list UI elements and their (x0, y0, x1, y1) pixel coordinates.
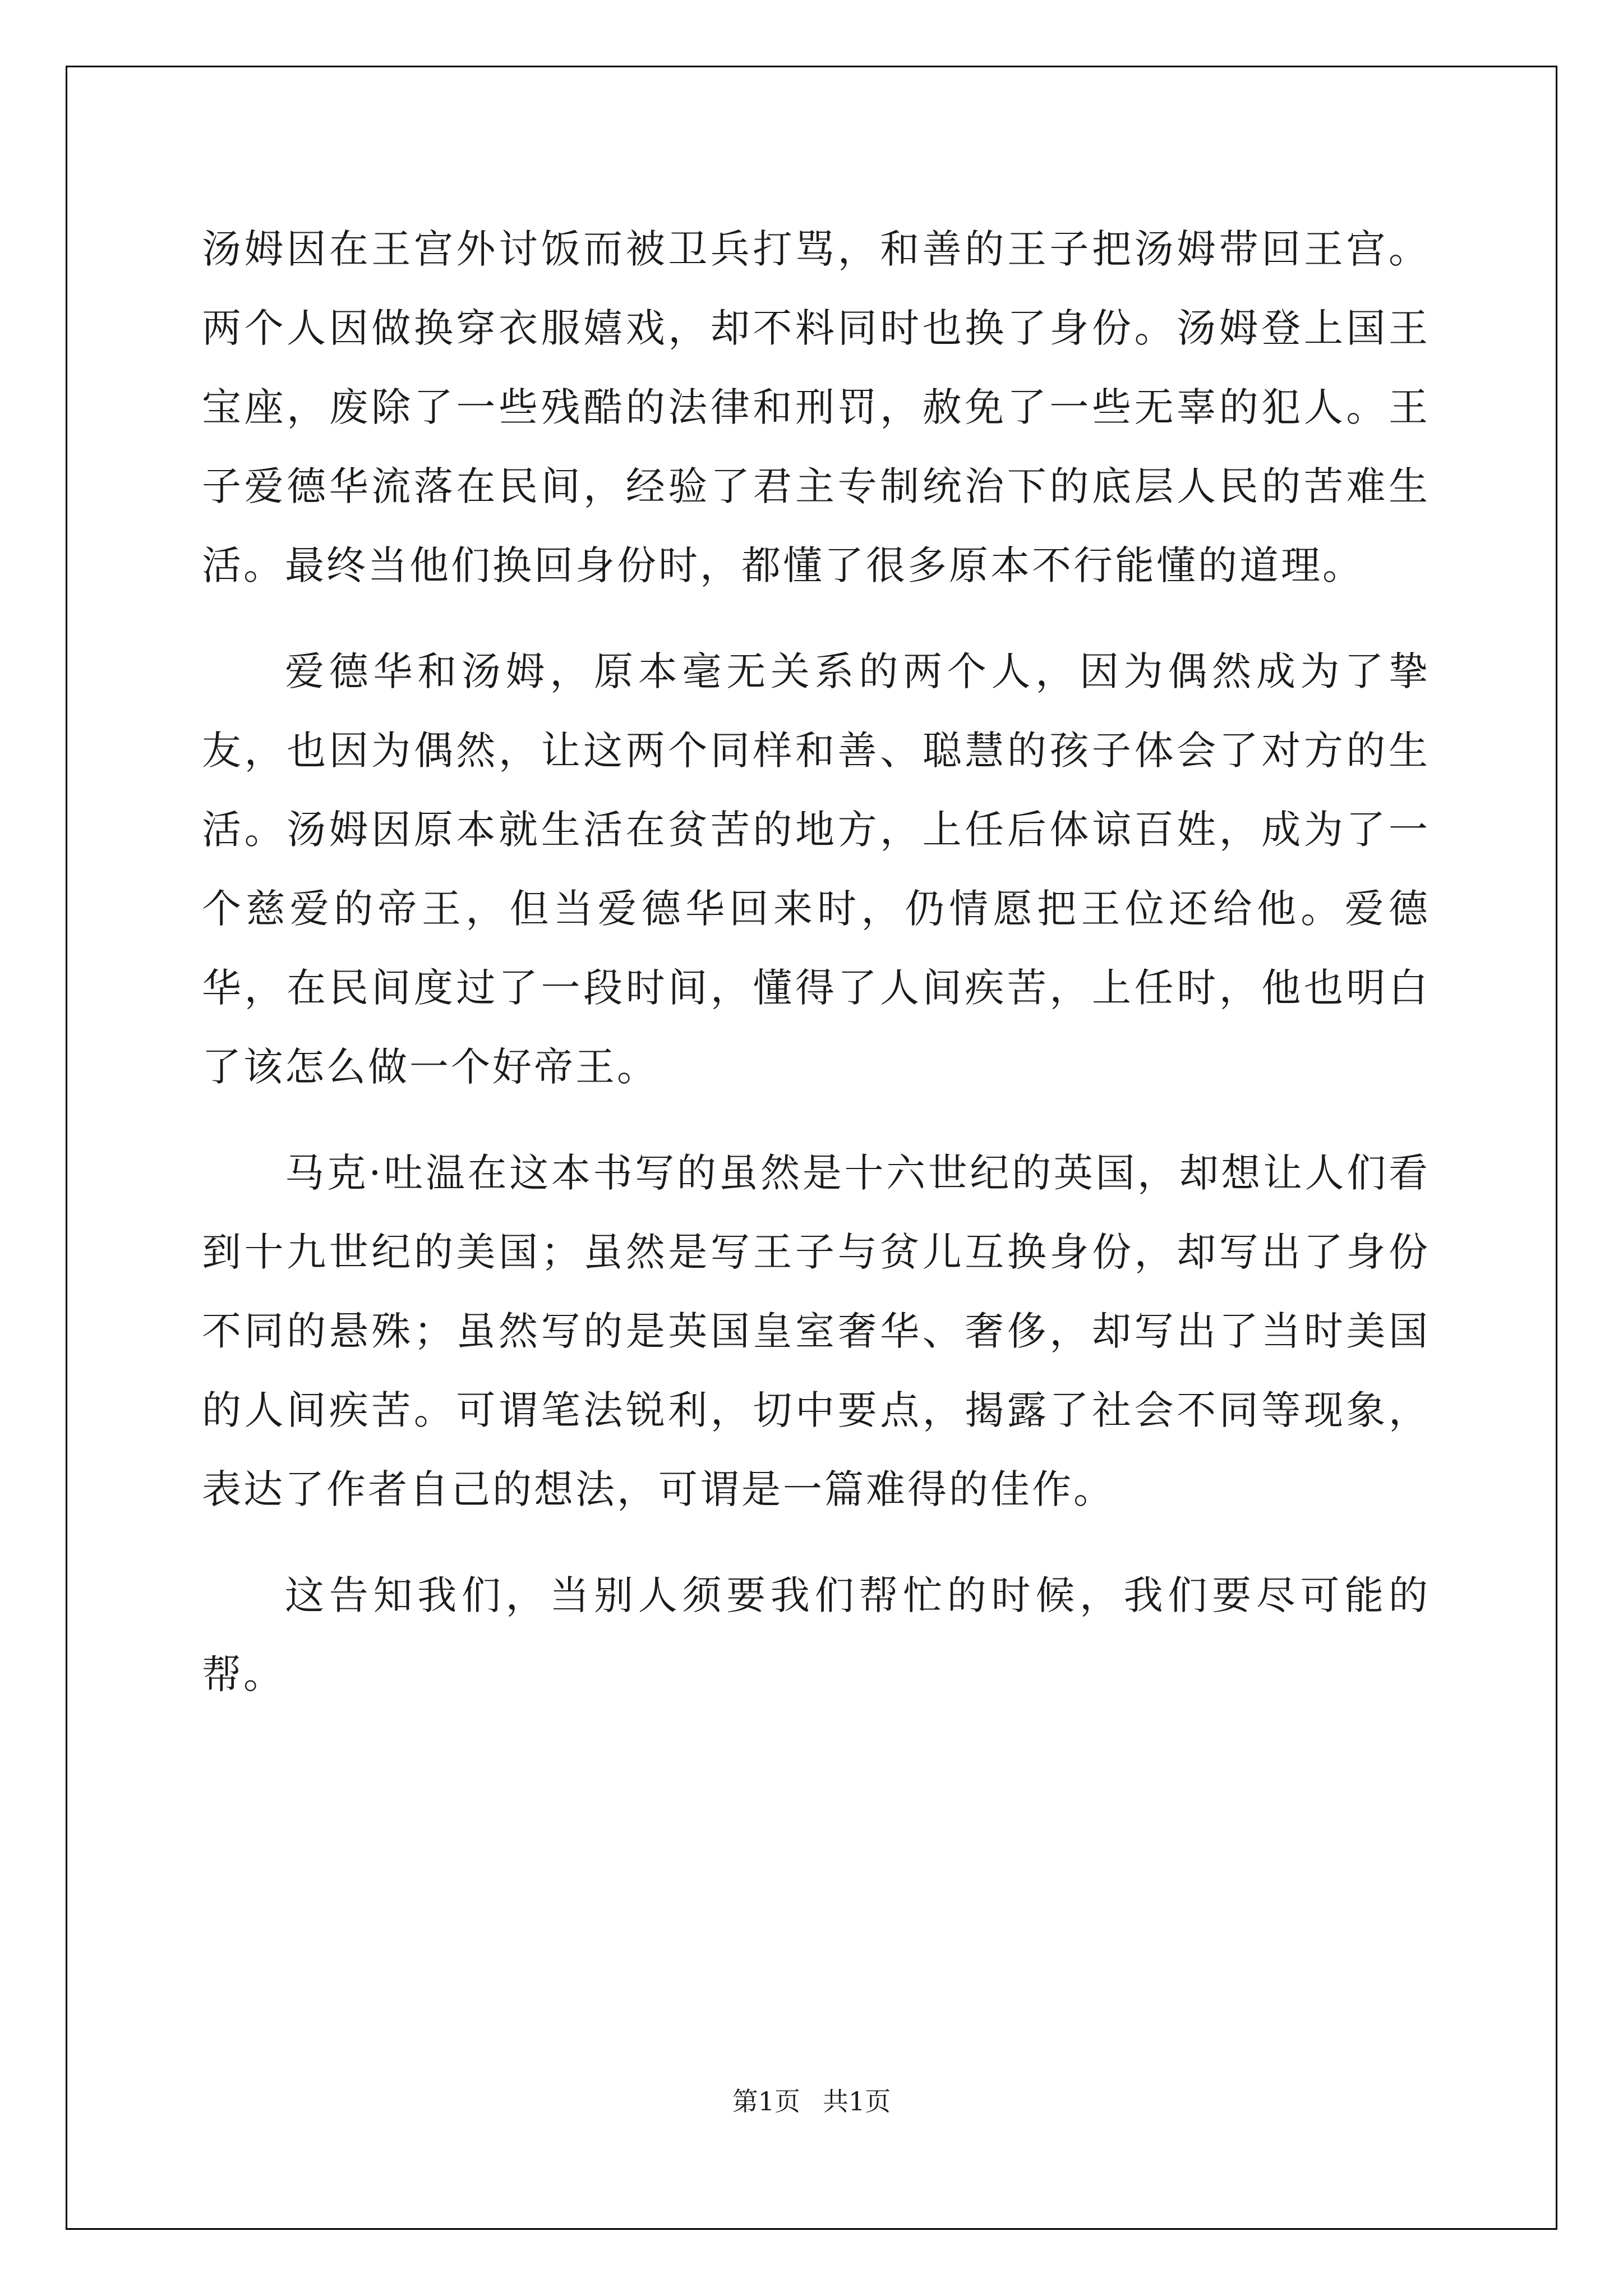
page-number-current: 第1页 (732, 2086, 800, 2116)
paragraph-1: 汤姆因在王宫外讨饭而被卫兵打骂，和善的王子把汤姆带回王宫。两个人因做换穿衣服嬉戏，却不料同时也换了身份。汤姆登上国王宝座，废除了一些残酷的法律和刑罚，赦免了一些无辜的犯人。王子爱德华流落在民间，经验了君主专制统治下的底层人民的苦难生活。最终当他们换回身份时，都懂了很多原本不行能懂的道理。 (202, 226, 1430, 588)
page-number-total: 共1页 (823, 2086, 891, 2116)
paragraph-2: 爱德华和汤姆，原本毫无关系的两个人，因为偶然成为了挚友，也因为偶然，让这两个同样和善、聪慧的孩子体会了对方的生活。汤姆因原本就生活在贫苦的地方，上任后体谅百姓，成为了一个慈爱的帝王，但当爱德华回来时，仍情愿把王位还给他。爱德华，在民间度过了一段时间，懂得了人间疾苦，上任时，他也明白了该怎么做一个好帝王。 (202, 648, 1430, 1090)
document-body (202, 210, 1430, 1741)
paragraph-3: 马克·吐温在这本书写的虽然是十六世纪的英国，却想让人们看到十九世纪的美国；虽然是写王子与贫儿互换身份，却写出了身份不同的悬殊；虽然写的是英国皇室奢华、奢侈，却写出了当时美国的人间疾苦。可谓笔法锐利，切中要点，揭露了社会不同等现象，表达了作者自己的想法，可谓是一篇难得的佳作。 (202, 1150, 1430, 1512)
paragraph-4: 这告知我们，当别人须要我们帮忙的时候，我们要尽可能的帮。 (202, 1572, 1430, 1697)
page-footer (0, 2085, 1623, 2118)
